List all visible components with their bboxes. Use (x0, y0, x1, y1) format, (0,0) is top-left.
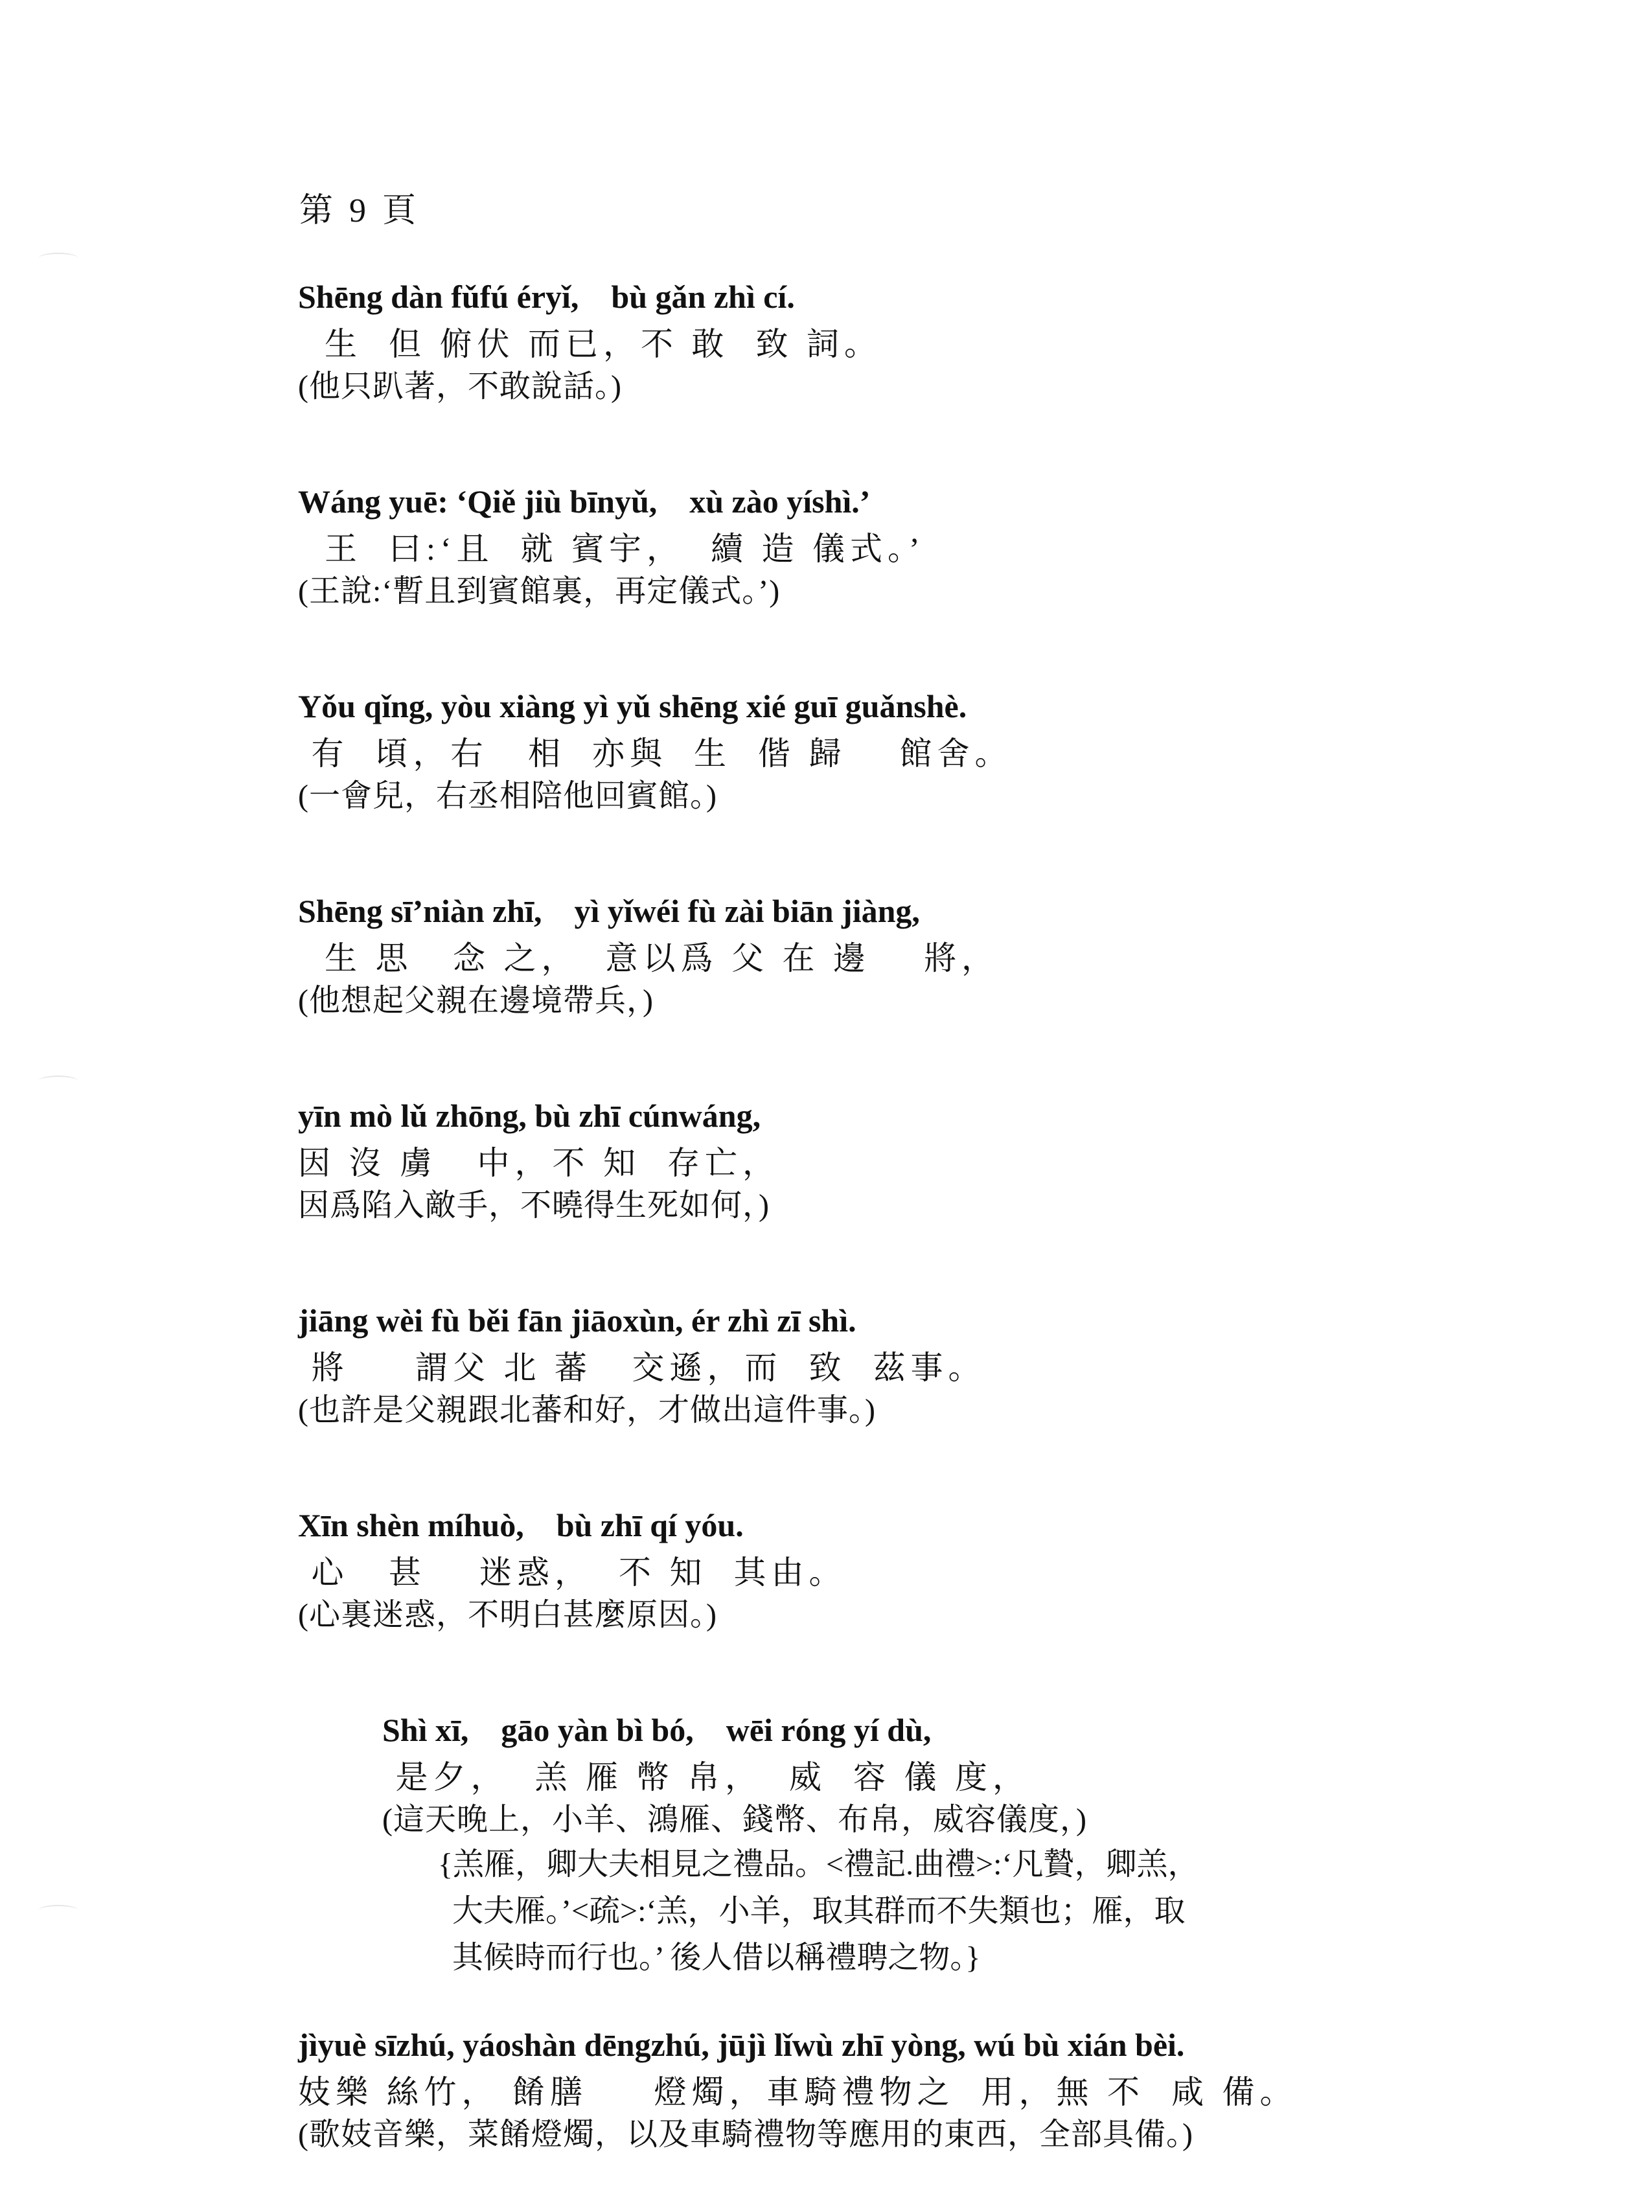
note-line: 其候時而行也。’ 後人借以稱禮聘之物。} (452, 1941, 981, 1975)
gloss-line: (他想起父親在邊境帶兵，) (298, 984, 654, 1018)
gloss-line: 因爲陷入敵手，不曉得生死如何，) (298, 1188, 770, 1223)
page-content (298, 259, 1464, 2212)
pinyin-line: Yǒu qǐng, yòu xiàng yì yǔ shēng xié guī guǎnshè. (298, 688, 967, 724)
gloss-line: (也許是父親跟北蕃和好，才做出這件事。) (298, 1393, 876, 1427)
pinyin-line: Shēng dàn fǔfú éryǐ, bù gǎn zhì cí. (298, 279, 795, 315)
gloss-line: (心裏迷惑，不明白甚麼原因。) (298, 1598, 717, 1632)
gloss-line: (這天晚上，小羊、鴻雁、錢幣、布帛，威容儀度，) (382, 1803, 1087, 1837)
pinyin-line: Wáng yuē: ‘Qiě jiù bīnyǔ, xù zào yíshì.’ (298, 483, 871, 520)
hanzi-line: 將 謂父 北 蕃 交遜，而 致 茲事。 (298, 1350, 986, 1386)
stanza (298, 2007, 1464, 2156)
note-line: {羔雁，卿大夫相見之禮品。<禮記.曲禮>:‘凡贄，卿羔， (438, 1847, 1199, 1882)
scan-margin-mark (39, 253, 78, 263)
stanza (298, 1283, 1464, 1432)
hanzi-line: 妓樂 絲竹， 餚膳 燈燭，車騎禮物之 用，無 不 咸 備。 (298, 2074, 1298, 2110)
indented-stanza (382, 1692, 1464, 1981)
stanza (298, 669, 1464, 818)
gloss-line: (他只趴著，不敢說話。) (298, 369, 622, 404)
hanzi-line: 心 甚 迷惑， 不 知 其由。 (298, 1554, 847, 1591)
stanza (298, 259, 1464, 408)
pinyin-line: Shēng sī’niàn zhī, yì yǐwéi fù zài biān jiàng, (298, 893, 920, 929)
scan-margin-mark (39, 1905, 78, 1915)
pinyin-line: Shì xī, gāo yàn bì bó, wēi róng yí dù, (382, 1712, 932, 1748)
stanza (298, 464, 1464, 613)
pinyin-line: jìyuè sīzhú, yáoshàn dēngzhú, jūjì lǐwù zhī yòng, wú bù xián bèi. (298, 2027, 1185, 2063)
hanzi-line: 王 曰:‘且 就 賓宇， 續 造 儀式。’ (298, 531, 925, 567)
pinyin-line: jiāng wèi fù běi fān jiāoxùn, ér zhì zī shì. (298, 1302, 856, 1339)
stanza (298, 873, 1464, 1022)
note-line: 大夫雁。’<疏>:‘羔，小羊，取其群而不失類也；雁，取 (452, 1894, 1186, 1928)
gloss-line: (王說:‘暫且到賓館裏，再定儀式。’) (298, 574, 781, 608)
pinyin-line: Xīn shèn míhuò, bù zhī qí yóu. (298, 1507, 744, 1543)
hanzi-line: 生 思 念 之， 意以爲 父 在 邊 將， (298, 940, 999, 976)
scan-margin-mark (39, 1076, 78, 1086)
gloss-line: (一會兒，右丞相陪他回賓館。) (298, 779, 717, 813)
stanza (298, 1078, 1464, 1227)
hanzi-line: 有 頃，右 相 亦與 生 偕 歸 館舍。 (298, 735, 1013, 772)
page-number: 第 9 頁 (299, 192, 420, 229)
hanzi-line: 是夕， 羔 雁 幣 帛， 威 容 儀 度， (382, 1759, 1030, 1795)
stanza (298, 1488, 1464, 1637)
pinyin-line: yīn mò lǔ zhōng, bù zhī cúnwáng, (298, 1098, 761, 1134)
hanzi-line: 生 但 俯伏 而已，不 敢 致 詞。 (298, 326, 882, 362)
gloss-line: (歌妓音樂，菜餚燈燭，以及車騎禮物等應用的東西，全部具備。) (298, 2117, 1193, 2152)
hanzi-line: 因 沒 虜 中，不 知 存亡， (298, 1145, 780, 1181)
annotation-note (382, 1841, 1464, 1981)
